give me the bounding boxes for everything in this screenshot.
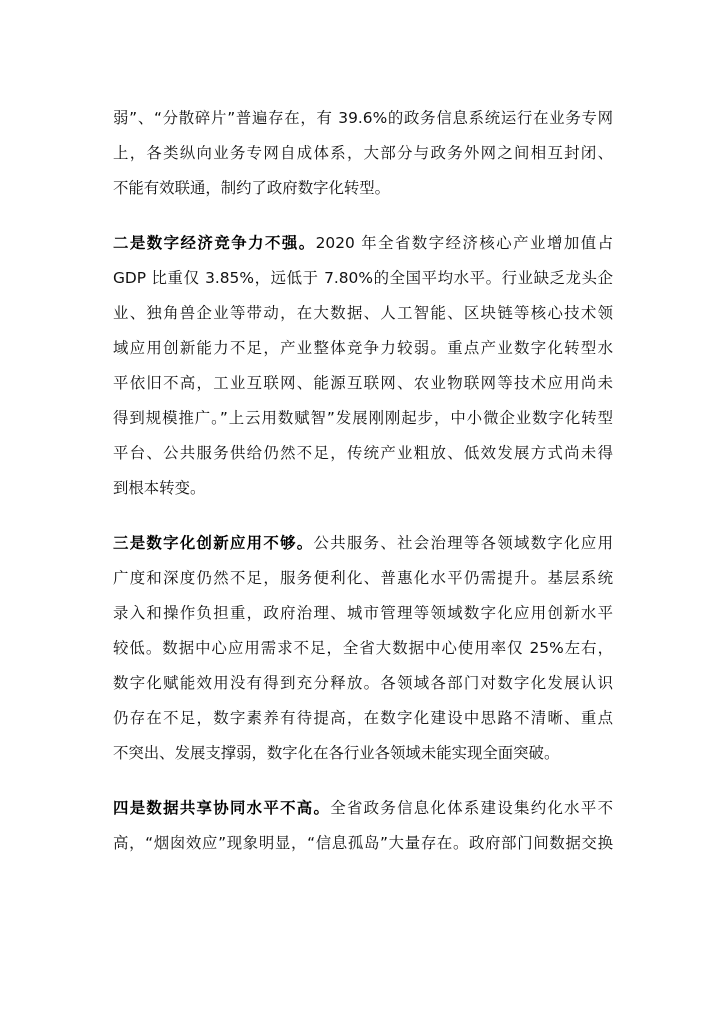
text-line: 广度和深度仍然不足，服务便利化、普惠化水平仍需提升。基层系统 [113,569,613,587]
text-line: 业、独角兽企业等带动，在大数据、人工智能、区块链等核心技术领 [113,304,613,322]
text-line: 数字化赋能效用没有得到充分释放。各领域各部门对数字化发展认识 [113,674,613,692]
text-line: 录入和操作负担重，政府治理、城市管理等领域数字化应用创新水平 [113,604,613,622]
text-line: 上，各类纵向业务专网自成体系，大部分与政务外网之间相互封闭、 [113,144,613,162]
text-line: 公共服务、社会治理等各领域数字化应用 [313,534,613,552]
text-line: 不能有效联通，制约了政府数字化转型。 [113,179,391,197]
text-line: 不突出、发展支撑弱，数字化在各行业各领域未能实现全面突破。 [113,744,560,762]
text-line: 到根本转变。 [113,479,206,497]
paragraph-first-line [113,796,613,820]
section-heading: 二是数字经济竞争力不强。 [113,234,316,252]
text-line: 得到规模推广。”上云用数赋智”发展刚刚起步，中小微企业数字化转型 [113,409,613,427]
text-line: 较低。数据中心应用需求不足，全省大数据中心使用率仅 25%左右， [113,639,613,657]
text-line: 仍存在不足，数字素养有待提高，在数字化建设中思路不清晰、重点 [113,709,613,727]
text-line: 2020 年全省数字经济核心产业增加值占 [315,234,613,252]
section-heading: 四是数据共享协同水平不高。 [113,799,331,817]
text-line: 弱”、“分散碎片”普遍存在，有 39.6%的政务信息系统运行在业务专网 [113,109,613,127]
text-line: 高，“烟囱效应”现象明显，“信息孤岛”大量存在。政府部门间数据交换 [113,834,613,852]
paragraph-first-line [113,231,613,255]
text-line: 平台、公共服务供给仍然不足，传统产业粗放、低效发展方式尚未得 [113,444,613,462]
paragraph-first-line [113,531,613,555]
text-line: GDP 比重仅 3.85%，远低于 7.80%的全国平均水平。行业缺乏龙头企 [113,269,613,287]
text-line: 全省政务信息化体系建设集约化水平不 [330,799,613,817]
section-heading: 三是数字化创新应用不够。 [113,534,314,552]
text-line: 平依旧不高，工业互联网、能源互联网、农业物联网等技术应用尚未 [113,374,613,392]
text-line: 域应用创新能力不足，产业整体竞争力较弱。重点产业数字化转型水 [113,339,613,357]
